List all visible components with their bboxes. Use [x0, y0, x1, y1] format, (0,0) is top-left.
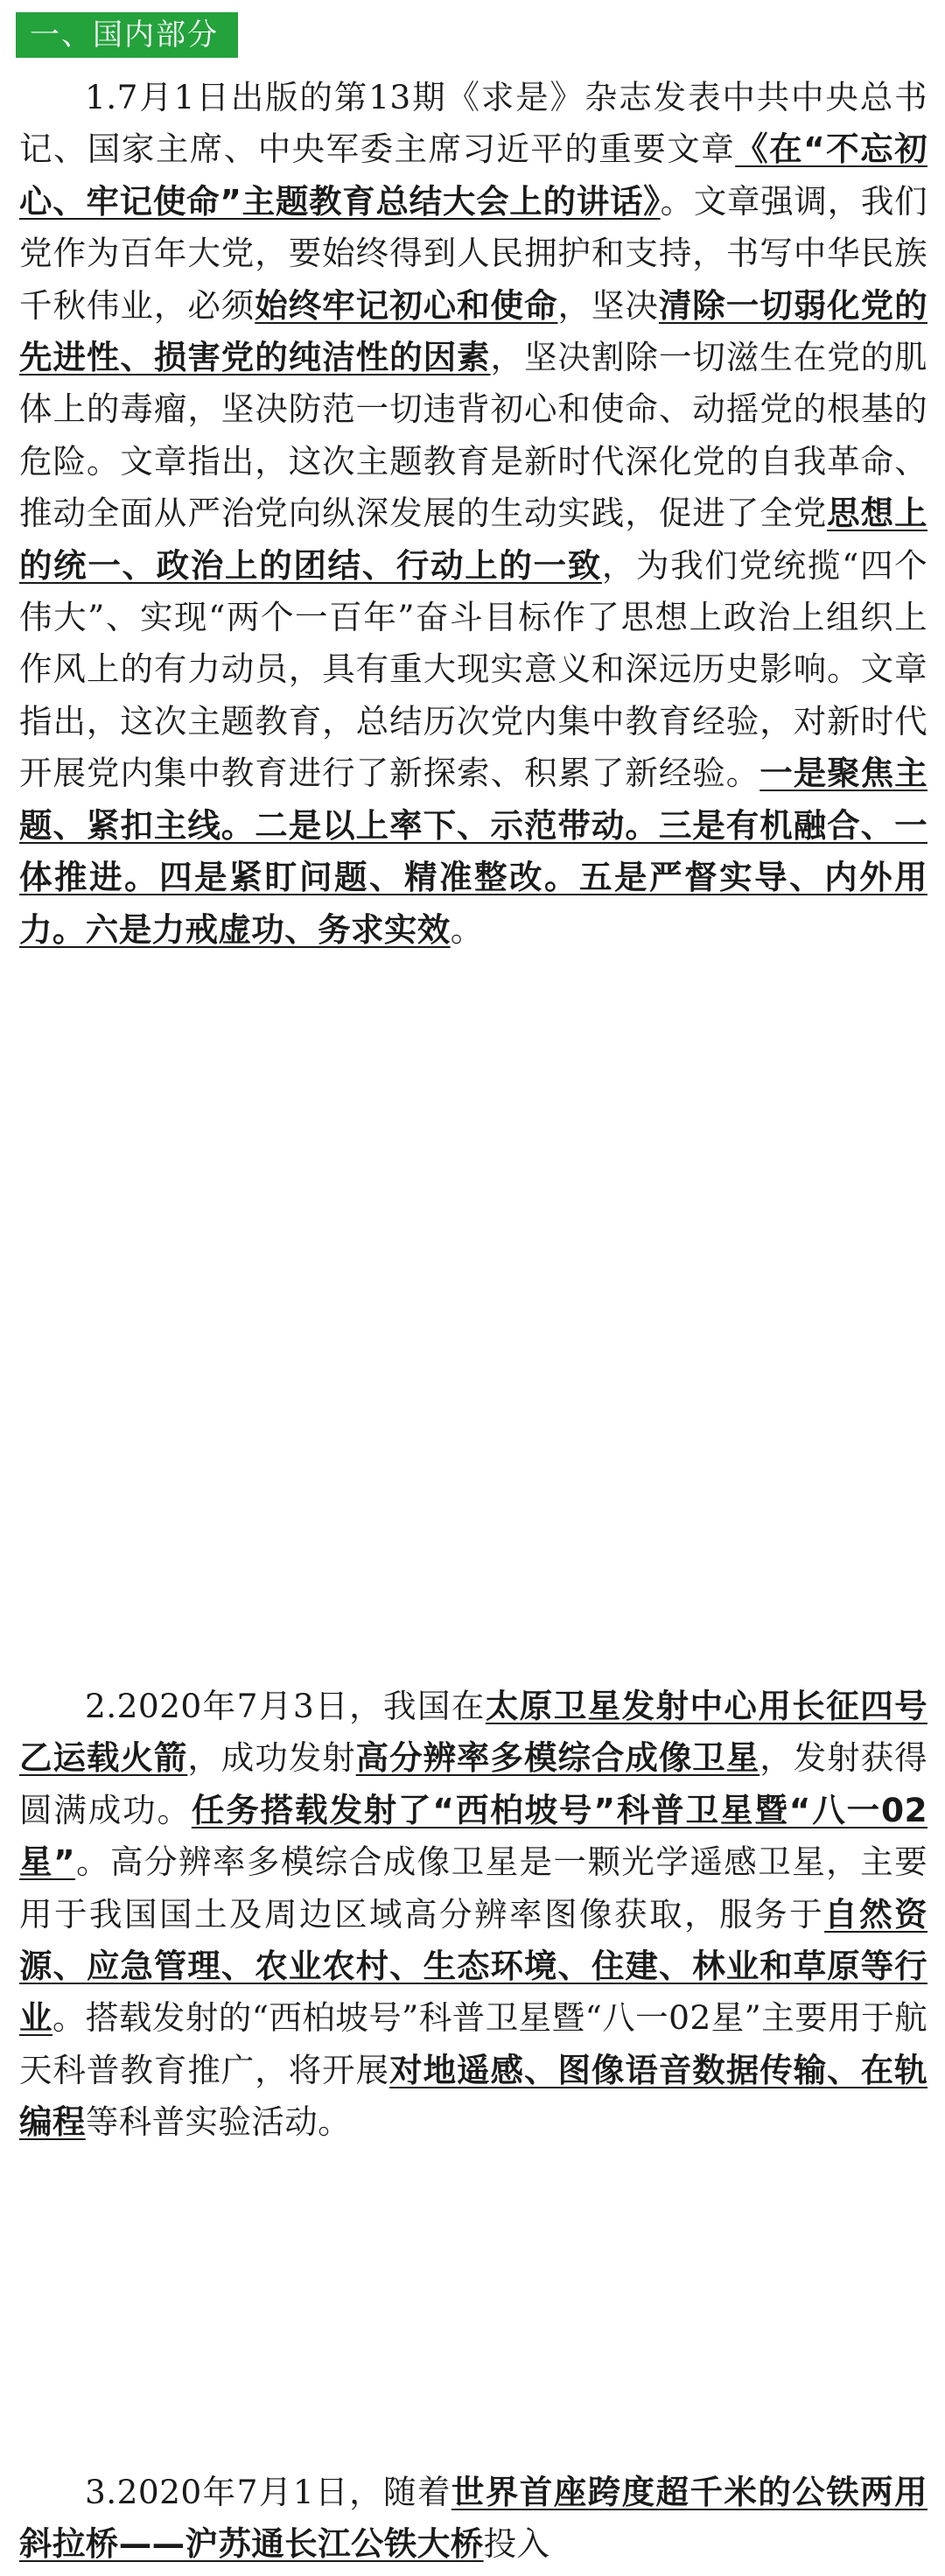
- body-text: ，坚决割除一切滋生在党的肌体上的毒瘤，坚决防范一切违背初心和使命、动摇党的根基的危险。文章指出，这次主题教育是新时代深化党的自我革命、推动全面从严治党向纵深发展的生动实践，促进了全党: [19, 338, 928, 533]
- body-text: 投入: [483, 2524, 550, 2564]
- emphasized-text: 一是聚焦主题、紧扣主线。二是以上率下、示范带动。三是有机融合、一体推进。四是紧盯问题、精准整改。五是严督实导、内外用力。六是力戒虚功、务求实效: [19, 754, 928, 949]
- news-item-3: [19, 2467, 928, 2571]
- body-text: 。文章强调，我们党作为百年大党，要始终得到人民拥护和支持，书写中华民族千秋伟业，必须: [19, 181, 928, 325]
- section-header: 一、国内部分: [16, 12, 238, 58]
- emphasized-text: 高分辨率多模综合成像卫星: [355, 1738, 760, 1778]
- emphasized-text: 任务搭载发射了“西柏坡号”科普卫星暨“八一02星”: [19, 1790, 928, 1882]
- emphasized-text: 太原卫星发射中心用长征四号乙运载火箭: [19, 1687, 928, 1778]
- body-text: 。: [450, 909, 484, 949]
- emphasized-text: 思想上的统一、政治上的团结、行动上的一致: [19, 494, 928, 585]
- emphasized-text: 自然资源、应急管理、农业农村、生态环境、住建、林业和草原等行业: [19, 1894, 928, 2038]
- news-item-1: [19, 72, 928, 956]
- body-text: 。高分辨率多模综合成像卫星是一颗光学遥感卫星，主要用于我国国土及周边区域高分辨率图像获取，服务于: [19, 1843, 928, 1934]
- emphasized-text: 对地遥感、图像语音数据传输、在轨编程: [19, 2050, 928, 2142]
- body-text: 1.7月1日出版的第13期《求是》杂志发表中共中央总书记、国家主席、中央军委主席习近平的重要文章: [19, 78, 928, 169]
- body-text: ，成功发射: [187, 1738, 356, 1778]
- emphasized-text: 世界首座跨度超千米的公铁两用斜拉桥——沪苏通长江公铁大桥: [19, 2473, 928, 2564]
- emphasized-text: 始终牢记初心和使命: [255, 285, 558, 325]
- news-item-2: [19, 1681, 928, 2149]
- body-text: 3.2020年7月1日，随着: [85, 2473, 452, 2511]
- body-text: 等科普实验活动。: [85, 2102, 352, 2142]
- emphasized-text: 《在“不忘初心、牢记使命”主题教育总结大会上的讲话》: [19, 130, 928, 221]
- body-text: ，坚决: [557, 285, 659, 325]
- body-text: 2.2020年7月3日，我国在: [85, 1687, 486, 1725]
- emphasized-text: 清除一切弱化党的先进性、损害党的纯洁性的因素: [19, 285, 928, 377]
- body-text: ，发射获得圆满成功。: [19, 1738, 928, 1829]
- body-text: 。搭载发射的“西柏坡号”科普卫星暨“八一02星”主要用于航天科普教育推广，将开展: [19, 1998, 928, 2089]
- body-text: ，为我们党统揽“四个伟大”、实现“两个一百年”奋斗目标作了思想上政治上组织上作风上的有力动员，具有重大现实意义和深远历史影响。文章指出，这次主题教育，总结历次党内集中教育经验，对新时代开展党内集中教育进行了新探索、积累了新经验。: [19, 545, 928, 793]
